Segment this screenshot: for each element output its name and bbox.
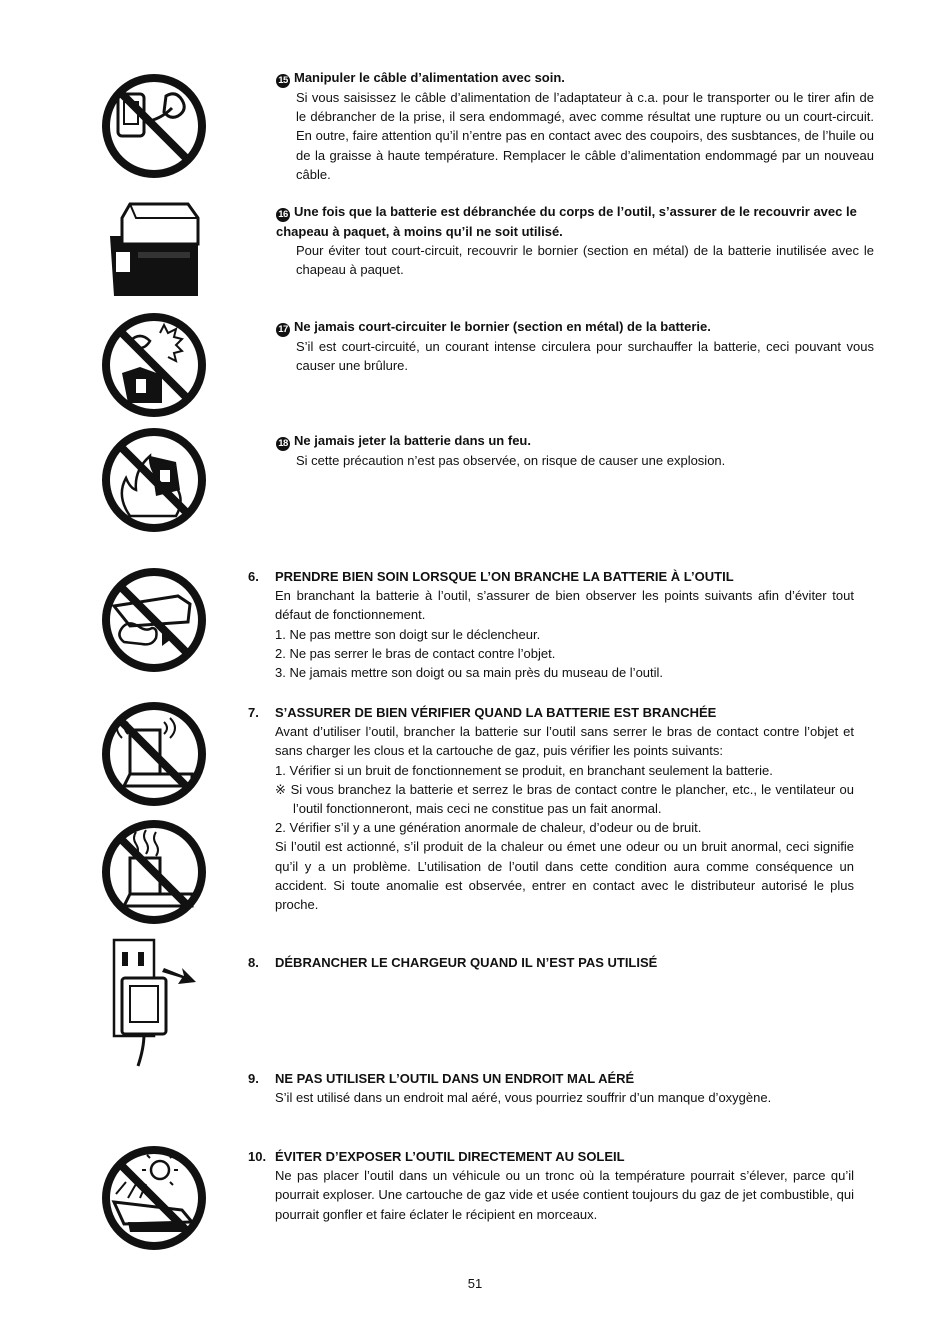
item-title: Ne jamais jeter la batterie dans un feu. bbox=[294, 433, 531, 448]
list-item: 2. Vérifier s’il y a une génération anormale de chaleur, d’odeur ou de bruit. bbox=[275, 820, 702, 836]
section-7 bbox=[248, 703, 854, 914]
safety-item-17 bbox=[276, 317, 874, 375]
safety-item-16 bbox=[276, 202, 874, 280]
note: ※ Si vous branchez la batterie et serrez le bras de contact contre le plancher, etc., le ventilateur ou l’outil fonctionneront, mais ceci ne constitue pas un fait anormal. bbox=[275, 781, 854, 817]
number-marker: 15 bbox=[276, 74, 290, 88]
section-title: PRENDRE BIEN SOIN LORSQUE L’ON BRANCHE LA BATTERIE À L’OUTIL bbox=[275, 569, 734, 584]
safety-item-18 bbox=[276, 431, 874, 470]
section-title: ÉVITER D’EXPOSER L’OUTIL DIRECTEMENT AU SOLEIL bbox=[275, 1149, 625, 1164]
section-10 bbox=[248, 1147, 854, 1224]
section-title: DÉBRANCHER LE CHARGEUR QUAND IL N’EST PAS UTILISÉ bbox=[275, 955, 658, 970]
no-sunlight-icon bbox=[100, 1144, 208, 1252]
section-number: 7. bbox=[248, 705, 259, 720]
number-marker: 18 bbox=[276, 437, 290, 451]
battery-cap-icon bbox=[100, 196, 208, 304]
no-finger-trigger-icon bbox=[100, 566, 208, 674]
page-number: 51 bbox=[467, 1276, 483, 1291]
no-short-circuit-icon bbox=[100, 311, 208, 419]
item-title: Ne jamais court-circuiter le bornier (section en métal) de la batterie. bbox=[294, 319, 711, 334]
safety-item-15 bbox=[276, 68, 874, 184]
item-text: Si cette précaution n’est pas observée, on risque de causer une explosion. bbox=[296, 453, 726, 468]
section-9 bbox=[248, 1069, 854, 1107]
number-marker: 17 bbox=[276, 323, 290, 337]
list-item: 1. Vérifier si un bruit de fonctionnement se produit, en branchant seulement la batterie. bbox=[275, 762, 773, 778]
item-text: S’il est court-circuité, un courant intense circulera pour surchauffer la batterie, ceci pouvant vous causer une brûlure. bbox=[296, 339, 874, 374]
section-number: 8. bbox=[248, 955, 259, 970]
section-outro: Si l’outil est actionné, s’il produit de la chaleur ou émet une odeur ou un bruit anormal, ceci signifie qu’il y a un problème. L’utilisation de l’outil dans cette condition aura comme conséquence un accident. Si toute anomalie est observée, entrer en contact avec le distributeur autorisé le plus proche. bbox=[275, 839, 854, 913]
section-title: NE PAS UTILISER L’OUTIL DANS UN ENDROIT MAL AÉRÉ bbox=[275, 1071, 635, 1086]
section-number: 9. bbox=[248, 1071, 259, 1086]
section-number: 10. bbox=[248, 1149, 267, 1164]
section-intro: En branchant la batterie à l’outil, s’assurer de bien observer les points suivants afin d’éviter tout défaut de fonctionnement. bbox=[275, 588, 854, 623]
item-title: Une fois que la batterie est débranchée du corps de l’outil, s’assurer de le recouvrir avec le chapeau à paquet, à moins qu’il ne soit utilisé. bbox=[276, 204, 857, 239]
no-fire-icon bbox=[100, 426, 208, 534]
section-text: Ne pas placer l’outil dans un véhicule ou un tronc où la température pourrait s’élever, parce qu’il pourrait exploser. Une cartouche de gaz vide et usée contient toujours du gaz de jet combustible, qui pourrait gonfler et faire éclater le récipient en morceaux. bbox=[275, 1168, 854, 1222]
no-pulling-cord-icon bbox=[100, 72, 208, 180]
unplug-charger-icon bbox=[100, 938, 208, 1068]
list-item: 3. Ne jamais mettre son doigt ou sa main près du museau de l’outil. bbox=[275, 665, 664, 681]
number-marker: 16 bbox=[276, 208, 290, 222]
list-item: 1. Ne pas mettre son doigt sur le déclencheur. bbox=[275, 626, 541, 642]
section-8 bbox=[248, 953, 854, 972]
no-heat-icon bbox=[100, 818, 208, 926]
section-number: 6. bbox=[248, 569, 259, 584]
section-title: S’ASSURER DE BIEN VÉRIFIER QUAND LA BATTERIE EST BRANCHÉE bbox=[275, 705, 717, 720]
item-text: Si vous saisissez le câble d’alimentation de l’adaptateur à c.a. pour le transporter ou le tirer afin de le débrancher de la prise, il sera endommagé, avec comme résultat une rupture ou un court-circuit. En outre, faire attention qu’il n’entre pas en contact avec des coupoirs, des susbtances, de l’huile ou de la graisse à haute température. Remplacer le câble d’alimentation endommagé par un nouveau câble. bbox=[296, 90, 874, 182]
item-title: Manipuler le câble d’alimentation avec soin. bbox=[294, 70, 565, 85]
section-6 bbox=[248, 567, 854, 682]
section-intro: Avant d’utiliser l’outil, brancher la batterie sur l’outil sans serrer le bras de contact contre l’objet et sans charger les clous et la cartouche de gaz, puis vérifier les points suivants: bbox=[275, 724, 854, 759]
no-vibration-icon bbox=[100, 700, 208, 808]
section-text: S’il est utilisé dans un endroit mal aéré, vous pourriez souffrir d’un manque d’oxygène. bbox=[275, 1090, 772, 1106]
list-item: 2. Ne pas serrer le bras de contact contre l’objet. bbox=[275, 645, 556, 661]
item-text: Pour éviter tout court-circuit, recouvrir le bornier (section en métal) de la batterie inutilisée avec le chapeau à paquet. bbox=[296, 243, 874, 278]
